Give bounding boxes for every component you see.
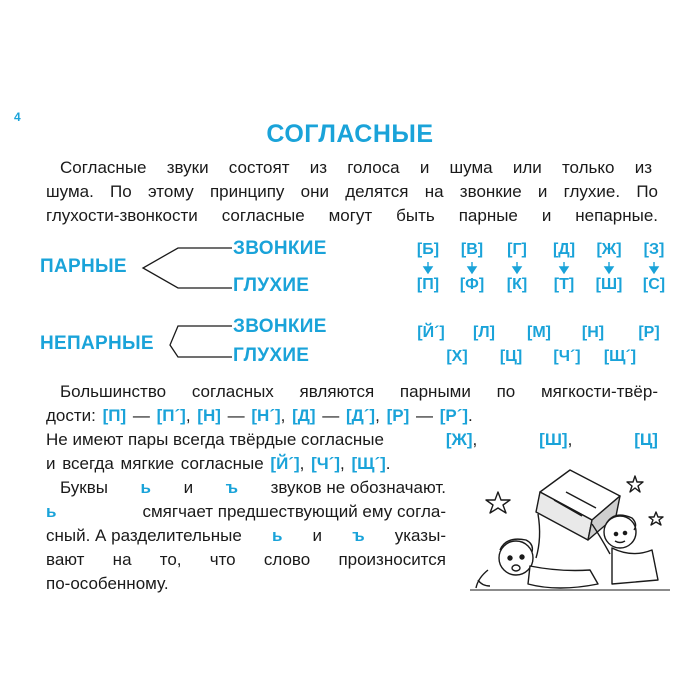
intro-line-1: Согласные звуки состоят из голоса и шума или только из (60, 158, 652, 177)
signs-line-3 (46, 524, 446, 548)
unpaired-voiced-sound: [Н] (581, 324, 605, 341)
unpaired-voiced-label: ЗВОНКИЕ (233, 316, 327, 337)
signs-line-3-b: и (312, 526, 323, 545)
paired-voiceless-sound: [П] (416, 276, 440, 293)
signs-line-1-b: и (183, 478, 194, 497)
soft-only-line: и всегда мягкие согласные [Й´], [Ч´], [Щ´]. (46, 454, 391, 473)
hard-only-line: Не имеют пары всегда твёрдые согласные [Ж], [Ш], [Ц] (46, 428, 658, 452)
signs-line-4: вают на то, что слово произносится (46, 550, 446, 569)
soft-sign: ь (271, 526, 283, 545)
signs-line-1 (60, 476, 446, 500)
paired-voiceless-sound: [С] (642, 276, 666, 293)
pair-dash: — (322, 406, 340, 425)
unpaired-voiceless-sound: [Ц] (499, 348, 523, 365)
pair-dash: — (132, 406, 150, 425)
paired-voiced-sound: [Б] (416, 241, 440, 258)
paired-label: ПАРНЫЕ (40, 256, 127, 277)
softness-line-2-prefix: дости: (46, 406, 96, 425)
paired-voiceless-sound: [Ш] (595, 276, 623, 293)
signs-line-1-c: звуков не обозначают. (270, 478, 446, 497)
unpaired-voiced-sound: [Й´] (417, 324, 445, 341)
signs-line-5: по-особенному. (46, 574, 169, 593)
soft-only-prefix: и всегда мягкие согласные (46, 454, 264, 473)
arrow-down-icon (513, 267, 521, 273)
soft-sign: ь (46, 502, 57, 521)
pair-dash: — (227, 406, 245, 425)
hard-sound: [Н] (197, 406, 221, 425)
soft-sign: ь (140, 478, 151, 497)
hard-only-sound: [Ж] (445, 430, 473, 449)
hard-sound: [Р] (386, 406, 410, 425)
intro-line-3: глухости-звонкости согласные могут быть парные и непарные. (46, 206, 658, 225)
paired-voiceless-label: ГЛУХИЕ (233, 275, 310, 296)
hard-sign: ъ (352, 526, 365, 545)
paired-voiced-sound: [З] (643, 241, 665, 258)
unpaired-voiced-sound: [Л] (473, 324, 495, 341)
star-icon (627, 476, 643, 492)
signs-line-2 (46, 500, 446, 524)
soft-sound: [Р´] (439, 406, 469, 425)
paired-voiced-label: ЗВОНКИЕ (233, 238, 327, 259)
hard-sign: ъ (225, 478, 239, 497)
signs-line-3-c: указы- (394, 526, 446, 545)
unpaired-voiceless-label: ГЛУХИЕ (233, 345, 310, 366)
softness-line-1: Большинство согласных являются парными по мягкости-твёр- (60, 382, 658, 401)
arrow-down-icon (468, 267, 476, 273)
signs-line-1-a: Буквы (60, 478, 108, 497)
paired-voiceless-sound: [К] (506, 276, 528, 293)
softness-pairs-line: дости: [П] — [П´], [Н] — [Н´], [Д] — [Д´], [Р] — [Р´]. (46, 406, 473, 425)
unpaired-voiceless-sound: [Щ´] (603, 348, 637, 365)
star-icon (486, 492, 510, 513)
arrow-down-icon (424, 267, 432, 273)
arrow-down-icon (560, 267, 568, 273)
arrow-down-icon (605, 267, 613, 273)
paired-voiceless-sound: [Ф] (459, 276, 485, 293)
soft-only-sound: [Щ´] (351, 454, 386, 473)
pair-dash: — (415, 406, 433, 425)
hard-only-sound: [Ш] (539, 430, 568, 449)
soft-only-sound: [Й´] (270, 454, 300, 473)
page-title: СОГЛАСНЫЕ (266, 120, 434, 148)
signs-line-2-text: смягчает предшествующий ему согла- (142, 502, 446, 521)
unpaired-label: НЕПАРНЫЕ (40, 333, 154, 354)
paired-voiced-sound: [Д] (552, 241, 576, 258)
paired-voiced-sound: [В] (460, 241, 484, 258)
hard-only-prefix: Не имеют пары всегда твёрдые согласные (46, 430, 384, 449)
page-number: 4 (14, 110, 21, 124)
soft-sound: [Н´] (251, 406, 281, 425)
illustration-kids-with-letter (470, 462, 670, 597)
soft-sound: [Д´] (346, 406, 376, 425)
intro-line-2: шума. По этому принципу они делятся на звонкие и глухие. По (46, 182, 658, 201)
soft-sound: [П´] (156, 406, 186, 425)
unpaired-voiced-sound: [Р] (638, 324, 660, 341)
paired-voiced-sound: [Г] (507, 241, 527, 258)
hard-sound: [Д] (292, 406, 316, 425)
soft-only-sound: [Ч´] (311, 454, 340, 473)
arrow-down-icon (650, 267, 658, 273)
unpaired-voiced-sound: [М] (527, 324, 551, 341)
hard-only-sound: [Ц] (634, 430, 658, 449)
star-icon (649, 512, 663, 525)
paired-voiceless-sound: [Т] (553, 276, 575, 293)
hard-sound: [П] (102, 406, 127, 425)
unpaired-voiceless-sound: [Ч´] (553, 348, 581, 365)
signs-line-3-text: сный. А разделительные (46, 526, 242, 545)
unpaired-voiceless-sound: [Х] (446, 348, 468, 365)
paired-voiced-sound: [Ж] (596, 241, 622, 258)
